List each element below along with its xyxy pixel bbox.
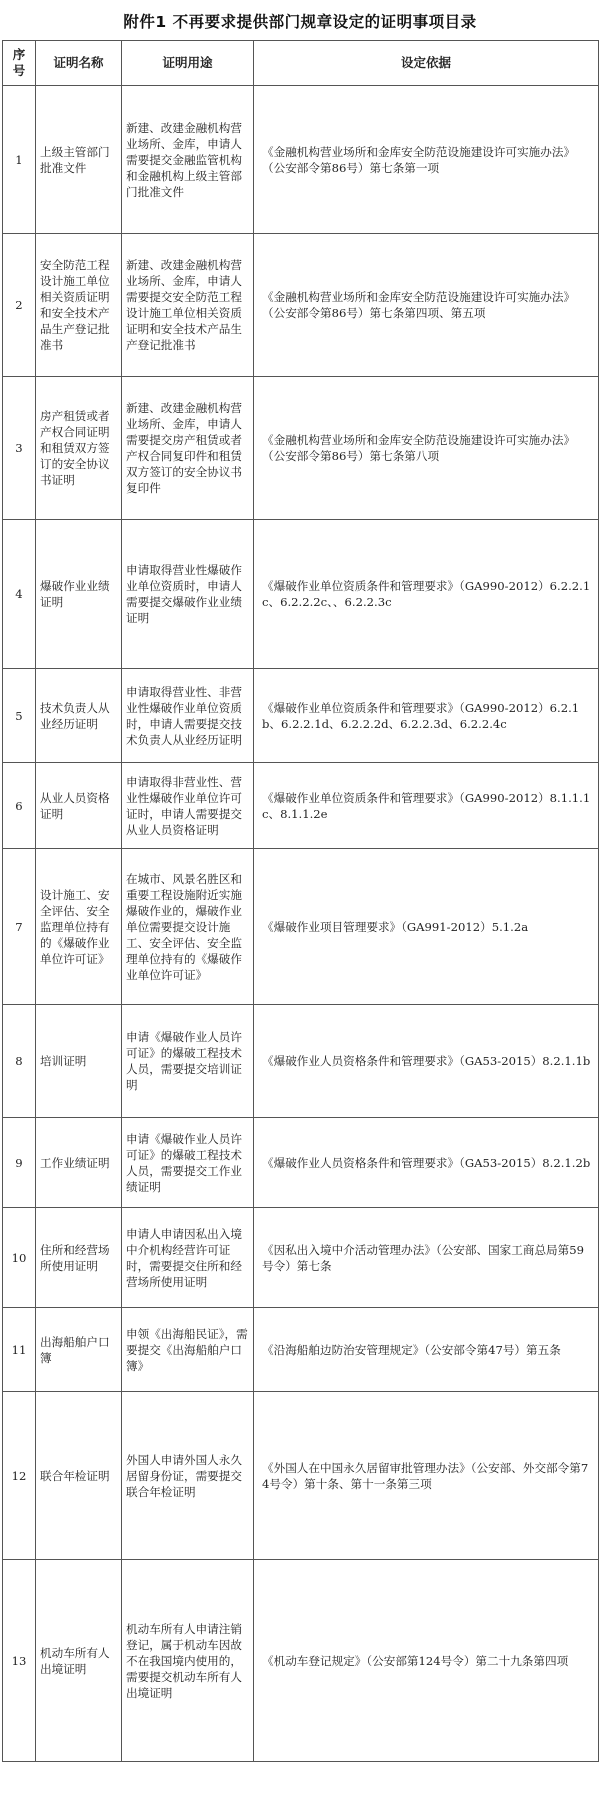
table-row — [3, 1392, 599, 1560]
table-row — [3, 1560, 599, 1762]
row-use: 申请取得营业性爆破作业单位资质时，申请人需要提交爆破作业业绩证明 — [122, 520, 254, 669]
table-row — [3, 1005, 599, 1118]
row-name: 培训证明 — [36, 1005, 122, 1118]
row-use: 申请《爆破作业人员许可证》的爆破工程技术人员，需要提交培训证明 — [122, 1005, 254, 1118]
row-name: 爆破作业业绩证明 — [36, 520, 122, 669]
row-no: 8 — [3, 1005, 36, 1118]
row-use: 新建、改建金融机构营业场所、金库，申请人需要提交房产租赁或者产权合同复印件和租赁双方签订的安全协议书复印件 — [122, 377, 254, 520]
table-header-row — [3, 41, 599, 86]
table-row — [3, 669, 599, 763]
row-name: 房产租赁或者产权合同证明和租赁双方签订的安全协议书证明 — [36, 377, 122, 520]
row-use: 外国人申请外国人永久居留身份证，需要提交联合年检证明 — [122, 1392, 254, 1560]
row-basis: 《爆破作业人员资格条件和管理要求》（GA53-2015）8.2.1.2b — [254, 1118, 599, 1208]
row-basis: 《金融机构营业场所和金库安全防范设施建设许可实施办法》（公安部令第86号）第七条第一项 — [254, 86, 599, 234]
header-use: 证明用途 — [122, 41, 254, 86]
document-title: 附件1 不再要求提供部门规章设定的证明事项目录 — [123, 13, 477, 31]
row-no: 13 — [3, 1560, 36, 1762]
row-name: 技术负责人从业经历证明 — [36, 669, 122, 763]
row-basis: 《沿海船舶边防治安管理规定》（公安部令第47号）第五条 — [254, 1308, 599, 1392]
row-no: 7 — [3, 849, 36, 1005]
row-basis: 《爆破作业单位资质条件和管理要求》（GA990-2012）6.2.2.1c、6.2.2.2c、、6.2.2.3c — [254, 520, 599, 669]
row-no: 2 — [3, 234, 36, 377]
certificate-table — [2, 40, 599, 1762]
row-no: 3 — [3, 377, 36, 520]
row-name: 工作业绩证明 — [36, 1118, 122, 1208]
row-basis: 《爆破作业人员资格条件和管理要求》（GA53-2015）8.2.1.1b — [254, 1005, 599, 1118]
row-name: 联合年检证明 — [36, 1392, 122, 1560]
row-use: 申领《出海船民证》，需要提交《出海船舶户口簿》 — [122, 1308, 254, 1392]
row-basis: 《爆破作业单位资质条件和管理要求》（GA990-2012）8.1.1.1c、8.1.1.2e — [254, 763, 599, 849]
row-name: 安全防范工程设计施工单位相关资质证明和安全技术产品生产登记批准书 — [36, 234, 122, 377]
row-basis: 《金融机构营业场所和金库安全防范设施建设许可实施办法》（公安部令第86号）第七条第八项 — [254, 377, 599, 520]
table-row — [3, 763, 599, 849]
row-basis: 《爆破作业项目管理要求》（GA991-2012）5.1.2a — [254, 849, 599, 1005]
row-name: 出海船舶户口簿 — [36, 1308, 122, 1392]
table-row — [3, 1208, 599, 1308]
header-basis: 设定依据 — [254, 41, 599, 86]
row-basis: 《外国人在中国永久居留审批管理办法》（公安部、外交部令第74号令）第十条、第十一条第三项 — [254, 1392, 599, 1560]
row-name: 设计施工、安全评估、安全监理单位持有的《爆破作业单位许可证》 — [36, 849, 122, 1005]
header-name: 证明名称 — [36, 41, 122, 86]
row-use: 在城市、风景名胜区和重要工程设施附近实施爆破作业的，爆破作业单位需要提交设计施工、安全评估、安全监理单位持有的《爆破作业单位许可证》 — [122, 849, 254, 1005]
row-no: 6 — [3, 763, 36, 849]
table-row — [3, 234, 599, 377]
row-basis: 《金融机构营业场所和金库安全防范设施建设许可实施办法》（公安部令第86号）第七条第四项、第五项 — [254, 234, 599, 377]
row-name: 机动车所有人出境证明 — [36, 1560, 122, 1762]
row-use: 申请人申请因私出入境中介机构经营许可证时，需要提交住所和经营场所使用证明 — [122, 1208, 254, 1308]
row-basis: 《爆破作业单位资质条件和管理要求》（GA990-2012）6.2.1b、6.2.2.1d、6.2.2.2d、6.2.2.3d、6.2.2.4c — [254, 669, 599, 763]
row-no: 10 — [3, 1208, 36, 1308]
row-no: 5 — [3, 669, 36, 763]
header-no: 序号 — [3, 41, 36, 86]
table-row — [3, 1308, 599, 1392]
table-row — [3, 377, 599, 520]
row-no: 1 — [3, 86, 36, 234]
row-name: 上级主管部门批准文件 — [36, 86, 122, 234]
table-row — [3, 520, 599, 669]
row-use: 新建、改建金融机构营业场所、金库，申请人需要提交金融监管机构和金融机构上级主管部门批准文件 — [122, 86, 254, 234]
row-basis: 《机动车登记规定》（公安部第124号令）第二十九条第四项 — [254, 1560, 599, 1762]
table-row — [3, 849, 599, 1005]
row-no: 4 — [3, 520, 36, 669]
table-row — [3, 1118, 599, 1208]
row-use: 机动车所有人申请注销登记，属于机动车因故不在我国境内使用的，需要提交机动车所有人出境证明 — [122, 1560, 254, 1762]
row-basis: 《因私出入境中介活动管理办法》（公安部、国家工商总局第59号令）第七条 — [254, 1208, 599, 1308]
row-use: 新建、改建金融机构营业场所、金库，申请人需要提交安全防范工程设计施工单位相关资质证明和安全技术产品生产登记批准书 — [122, 234, 254, 377]
row-use: 申请《爆破作业人员许可证》的爆破工程技术人员，需要提交工作业绩证明 — [122, 1118, 254, 1208]
row-no: 9 — [3, 1118, 36, 1208]
table-row — [3, 86, 599, 234]
row-use: 申请取得非营业性、营业性爆破作业单位许可证时，申请人需要提交从业人员资格证明 — [122, 763, 254, 849]
row-no: 12 — [3, 1392, 36, 1560]
row-no: 11 — [3, 1308, 36, 1392]
row-name: 从业人员资格证明 — [36, 763, 122, 849]
row-name: 住所和经营场所使用证明 — [36, 1208, 122, 1308]
row-use: 申请取得营业性、非营业性爆破作业单位资质时，申请人需要提交技术负责人从业经历证明 — [122, 669, 254, 763]
